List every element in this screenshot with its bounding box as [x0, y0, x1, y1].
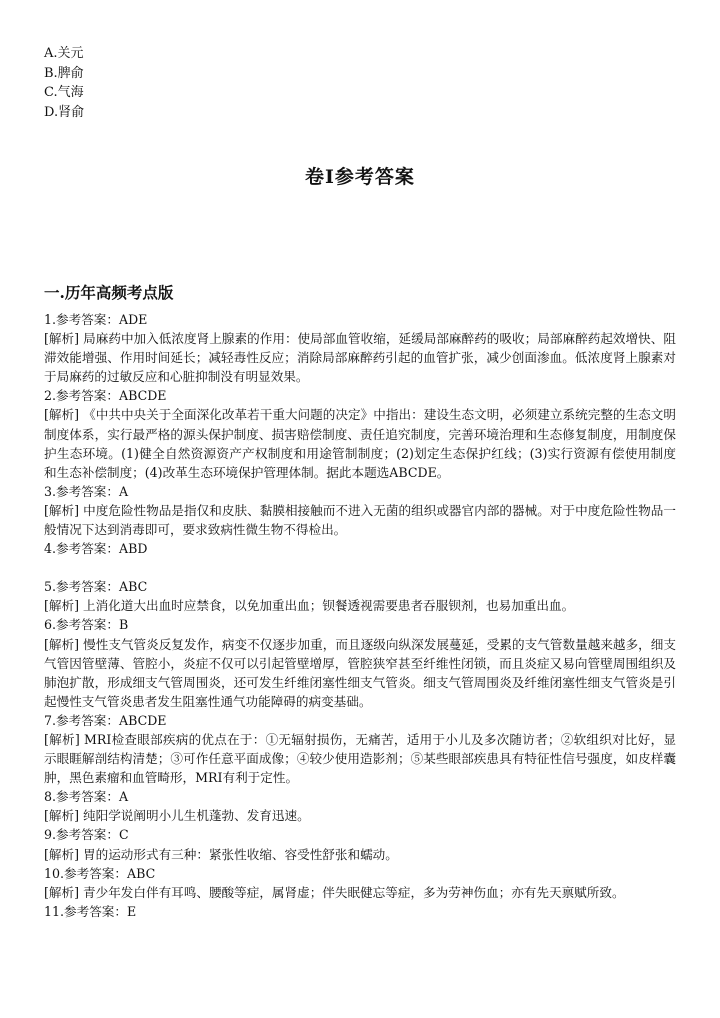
explanation: [解析] 上消化道大出血时应禁食，以免加重出血；钡餐透视需要患者吞服钡剂，也易加重出血。	[44, 598, 575, 614]
option-a: A.关元	[44, 46, 84, 61]
blank-spacer	[44, 558, 676, 577]
answer-item-1	[44, 310, 676, 386]
option-b: B.脾俞	[44, 65, 84, 81]
answer-line: 5.参考答案：ABC	[44, 579, 148, 595]
answer-line: 10.参考答案：ABC	[44, 865, 156, 881]
answer-item-7	[44, 711, 676, 787]
answer-item-5	[44, 577, 676, 615]
answer-line: 6.参考答案：B	[44, 617, 129, 633]
answer-line: 11.参考答案：E	[44, 903, 137, 919]
answer-line: 9.参考答案：C	[44, 827, 129, 843]
answer-item-10	[44, 864, 676, 902]
answer-item-4	[44, 539, 676, 577]
section-title: 卷I参考答案	[305, 166, 415, 188]
explanation: [解析] 胃的运动形式有三种：紧张性收缩、容受性舒张和蠕动。	[44, 846, 398, 862]
subsection-title: 一.历年高频考点版	[44, 283, 174, 302]
answer-line: 4.参考答案：ABD	[44, 541, 148, 557]
answer-item-11	[44, 902, 676, 921]
option-d: D.肾俞	[44, 104, 85, 120]
answer-line: 3.参考答案：A	[44, 483, 129, 499]
explanation: [解析] 《中共中央关于全面深化改革若干重大问题的决定》中指出：建设生态文明，必须建立系统完整的生态文明制度体系，实行最严格的源头保护制度、损害赔偿制度、责任追究制度，完善环境治理和生态修复制度，用制度保护生态环境。(1)健全自然资源资产产权制度和用途管制制度；(2)划定生态保护红线；(3)实行资源有偿使用制度和生态补偿制度；(4)改革生态环境保护管理体制。据此本题选ABCDE。	[44, 407, 676, 480]
answer-line: 2.参考答案：ABCDE	[44, 388, 167, 404]
answer-item-3	[44, 482, 676, 539]
explanation: [解析] MRI检查眼部疾病的优点在于：①无辐射损伤，无痛苦，适用于小儿及多次随访者；②软组织对比好，显示眼睚解剖结构清楚；③可作任意平面成像；④较少使用造影剂；⑤某些眼部疾患具有特征性信号强度，如皮样囊肿，黑色素瘤和血管畸形，MRI有利于定性。	[44, 731, 676, 786]
answer-line: 7.参考答案：ABCDE	[44, 712, 167, 728]
answer-item-6	[44, 615, 676, 710]
answer-line: 8.参考答案：A	[44, 789, 129, 805]
question-options	[44, 44, 84, 122]
answer-item-8	[44, 787, 676, 825]
explanation: [解析] 慢性支气管炎反复发作，病变不仅逐步加重，而且逐级向纵深发展蔓延，受累的支气管数量越来越多，细支气管因管壁薄、管腔小，炎症不仅可以引起管壁增厚，管腔狭窄甚至纤维性闭锁，而且炎症又易向管壁周围组织及肺泡扩散，形成细支气管周围炎，还可发生纤维闭塞性细支气管炎。细支气管周围炎及纤维闭塞性细支气管炎是引起慢性支气管炎患者发生阻塞性通气功能障碍的病变基础。	[44, 636, 676, 709]
answer-list	[44, 310, 676, 921]
explanation: [解析] 局麻药中加入低浓度肾上腺素的作用：使局部血管收缩，延缓局部麻醉药的吸收；局部麻醉药起效增快、阻滞效能增强、作用时间延长；减轻毒性反应；消除局部麻醉药引起的血管扩张，减少创面渗血。低浓度肾上腺素对于局麻药的过敏反应和心脏抑制没有明显效果。	[44, 331, 676, 385]
answer-item-2	[44, 386, 676, 481]
explanation: [解析] 青少年发白伴有耳鸣、腰酸等症，属肾虚；伴失眠健忘等症，多为劳神伤血；亦有先天禀赋所致。	[44, 884, 625, 900]
answer-item-9	[44, 825, 676, 863]
option-c: C.气海	[44, 85, 84, 100]
explanation: [解析] 纯阳学说阐明小儿生机蓬勃、发育迅速。	[44, 808, 310, 824]
answer-line: 1.参考答案：ADE	[44, 312, 148, 327]
explanation: [解析] 中度危险性物品是指仅和皮肤、黏膜相接触而不进入无菌的组织或器官内部的器械。对于中度危险性物品一般情况下达到消毒即可，要求致病性微生物不得检出。	[44, 502, 676, 538]
